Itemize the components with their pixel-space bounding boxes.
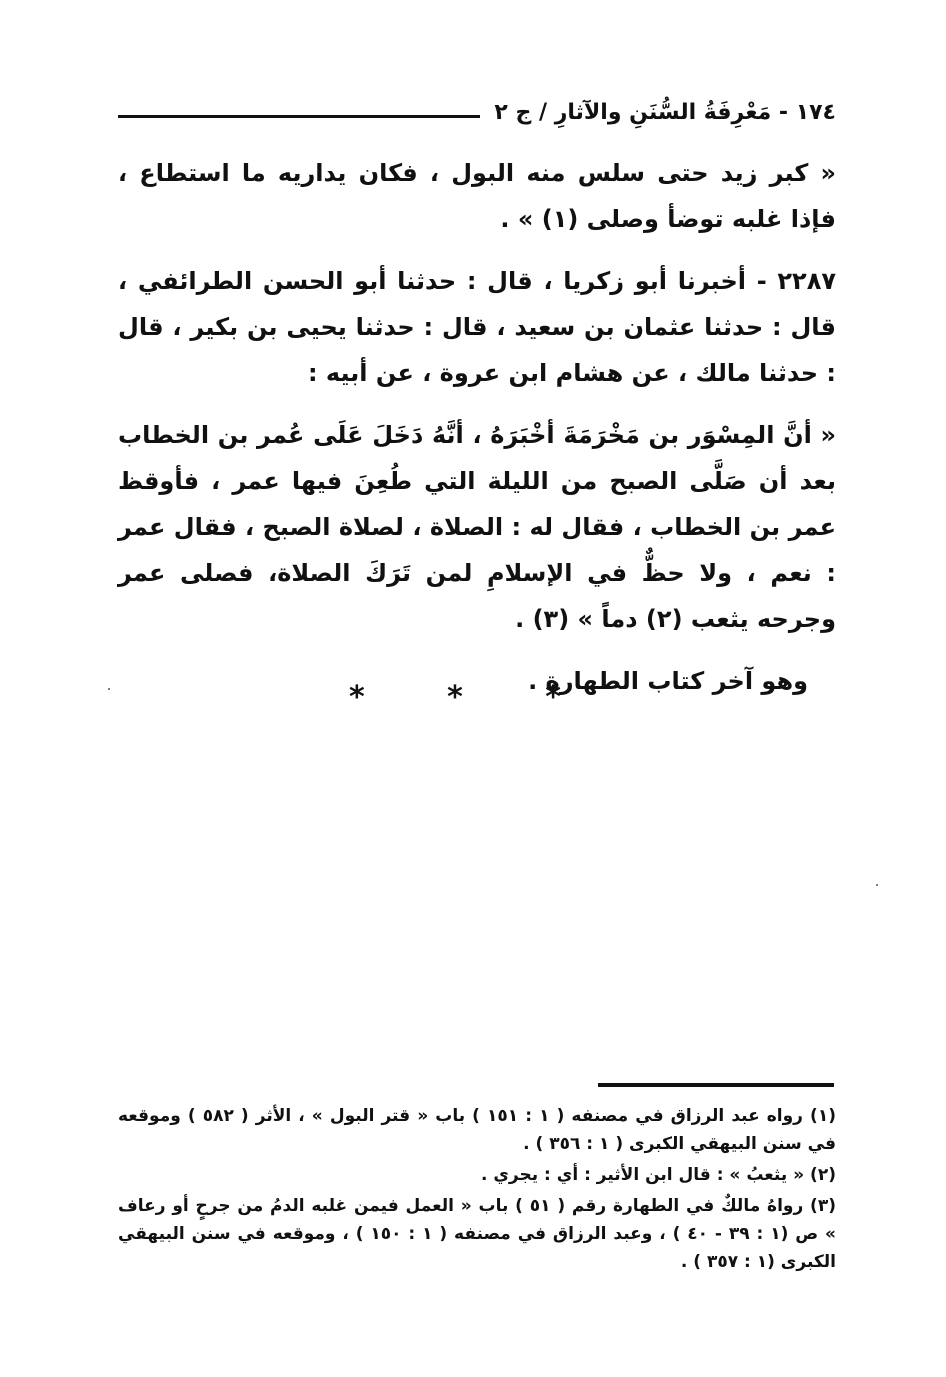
header-rule	[118, 115, 480, 118]
paragraph-quote-1: « كبر زيد حتى سلس منه البول ، فكان يداريه ما استطاع ، فإذا غلبه توضأ وصلى (١) » .	[118, 159, 836, 233]
paragraph-quote-2: « أنَّ المِسْوَر بن مَخْرَمَةَ أخْبَرَهُ ، أنَّهُ دَخَلَ عَلَى عُمر بن الخطاب بعد أن صَلَّى الصبح من الليلة التي طُعِنَ فيها عمر ، فأوقظ عمر بن الخطاب ، فقال له : الصلاة ، لصلاة الصبح ، فقال عمر : نعم ، ولا حظٌّ في الإسلامِ لمن تَرَكَ الصلاة، فصلى عمر وجرحه يثعب (٢) دماً » (٣) .	[118, 421, 836, 633]
book-end-line: وهو آخر كتاب الطهارة .	[528, 667, 808, 695]
footnote-rule	[598, 1083, 834, 1087]
scan-speck	[108, 688, 110, 690]
main-text	[118, 150, 836, 720]
footnote-3: (٣) رواهُ مالكٌ في الطهارة رقم ( ٥١ ) باب « العمل فيمن غلبه الدمُ من جرحٍ أو رعاف » ص (١ : ٣٩ - ٤٠ ) ، وعبد الرزاق في مصنفه ( ١ : ١٥٠ ) ، وموقعه في سنن البيهقي الكبرى (١ : ٣٥٧ ) .	[118, 1196, 836, 1272]
header-title: ١٧٤ - مَعْرِفَةُ السُّنَنِ والآثارِ / ج ٢	[494, 99, 836, 125]
section-separator: * * *	[349, 680, 597, 715]
running-header	[118, 92, 836, 132]
paragraph-isnad: ٢٢٨٧ - أخبرنا أبو زكريا ، قال : حدثنا أبو الحسن الطرائفي ، قال : حدثنا عثمان بن سعيد ، قال : حدثنا يحيى بن بكير ، قال : حدثنا مالك ، عن هشام ابن عروة ، عن أبيه :	[118, 267, 836, 387]
footnote-1: (١) رواه عبد الرزاق في مصنفه ( ١ : ١٥١ ) باب « قتر البول » ، الأثر ( ٥٨٢ ) وموقعه في سنن البيهقي الكبرى ( ١ : ٣٥٦ ) .	[118, 1106, 836, 1154]
scan-speck	[876, 884, 878, 886]
footnote-2: (٢) « يثعبُ » : قال ابن الأثير : أي : يجري .	[480, 1165, 836, 1185]
footnotes	[118, 1102, 836, 1279]
